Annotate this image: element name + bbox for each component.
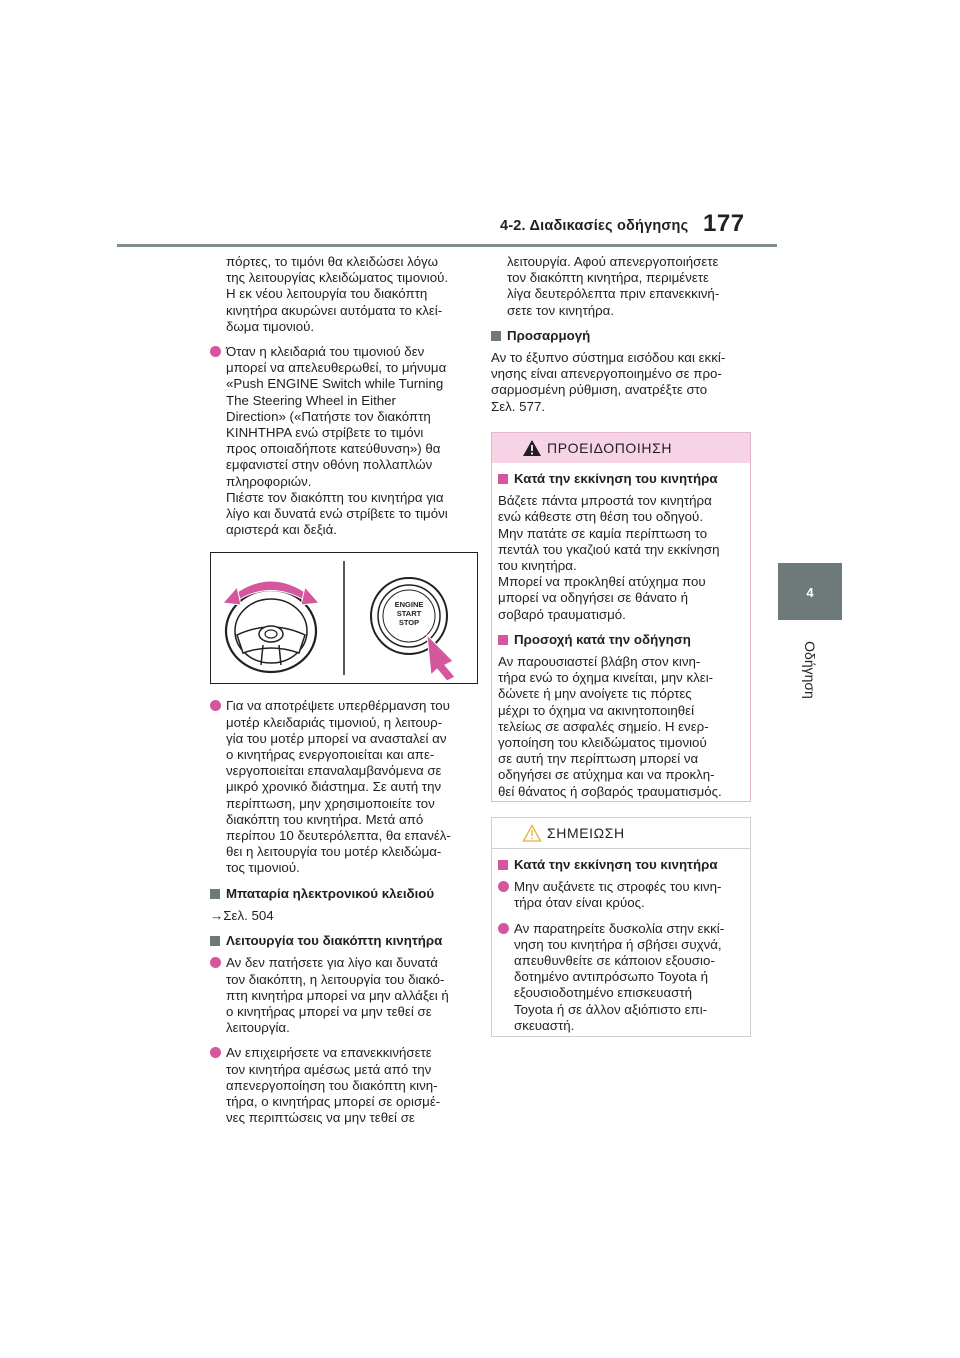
subheading [210, 933, 478, 949]
square-marker-icon [498, 860, 508, 870]
subheading-text: Προσαρμογή [507, 327, 591, 343]
warning-paragraph: Βάζετε πάντα μπροστά τον κινητήρα ενώ κάθεστε στη θέση του οδηγού. Μην πατάτε σε καμία περίπτωση το πεντάλ του γκαζιού κατά την εκκίνηση του κινητήρα. Μπορεί να προκληθεί ατύχημα που μπορεί να οδηγήσει σε θάνατο ή σοβαρό τραυματισμό. [498, 493, 720, 622]
bullet-item [498, 921, 744, 1034]
square-marker-icon [498, 474, 508, 484]
chapter-label [793, 630, 827, 710]
square-marker-icon [498, 635, 508, 645]
bullet-text: Αν παρατηρείτε δυσκολία στην εκκί- νηση του κινητήρα ή σβήσει συχνά, απευθυνθείτε σε κάποιον εξουσιο- δοτημένο αντιπρόσωπο Toyota ή εξουσιοδοτημένο επισκευαστή Toyota ή σε άλλον αξιόπιστο επι- σκευαστή. [514, 920, 725, 1033]
square-marker-icon [491, 331, 501, 341]
bullet-dot-icon [210, 346, 221, 357]
chapter-number: 4 [806, 585, 814, 600]
note-title: ΣΗΜΕΙΩΣΗ [547, 825, 625, 841]
chapter-label-text: Οδήγηση [802, 641, 818, 699]
square-marker-icon [210, 889, 220, 899]
bullet-item [210, 955, 478, 1036]
section-title: 4-2. Διαδικασίες οδήγησης [500, 218, 689, 234]
note-body [492, 849, 750, 1034]
subheading [498, 857, 744, 873]
bullet-item [210, 1045, 478, 1126]
bullet-dot-icon [210, 1047, 221, 1058]
bullet-item [210, 344, 478, 538]
steering-wheel-illustration [211, 553, 477, 683]
bullet-dot-icon [498, 881, 509, 892]
bullet-item [498, 879, 744, 911]
button-label-line: ENGINE [394, 600, 424, 610]
bullet-dot-icon [498, 923, 509, 934]
bullet-text: Όταν η κλειδαριά του τιμονιού δεν μπορεί να απελευθερωθεί, το μήνυμα «Push ENGINE Switch while Turning The Steering Wheel in Either Direction» («Πατήστε τον διακόπτη ΚΙΝΗΤΗΡΑ ενώ στρίβετε το τιμόνι προς οποιαδήποτε κατεύθυνση») θα εμφανιστεί στην οθόνη πολλαπλών πληροφοριών. Πιέστε τον διακόπτη του κινητήρα για λίγο και δυνατά ενώ στρίβετε το τιμόνι αριστερά και δεξιά. [226, 344, 448, 538]
press-arrow-icon [427, 635, 455, 681]
subheading-text: Προσοχή κατά την οδήγηση [514, 631, 691, 647]
button-label-line: START [396, 609, 422, 619]
bullet-item [210, 698, 478, 876]
subheading-text: Λειτουργία του διακόπτη κινητήρα [226, 933, 443, 949]
bullet-text: Αν επιχειρήσετε να επανεκκινήσετε τον κινητήρα αμέσως μετά από την απενεργοποίηση του διακόπτη κινη- τήρα, ο κινητήρας μπορεί σε ορισμέ- νες περιπτώσεις να μην τεθεί σε [226, 1045, 441, 1126]
warning-box [491, 432, 751, 802]
bullet-text: Αν δεν πατήσετε για λίγο και δυνατά τον διακόπτη, η λειτουργία του διακό- πτη κινητήρα μπορεί να μην αλλάξει ή ο κινητήρας μπορεί να μην τεθεί σε λειτουργία. [226, 955, 449, 1036]
button-label-line: STOP [398, 618, 420, 628]
subheading [498, 632, 744, 648]
intro-paragraph: πόρτες, το τιμόνι θα κλειδώσει λόγω της λειτουργίας κλειδώματος τιμονιού. Η εκ νέου λειτουργία του διακόπτη κινητήρα ακυρώνει αυτόματα το κλεί- δωμα τιμονιού. [226, 254, 449, 334]
note-box [491, 817, 751, 1037]
subheading [498, 471, 744, 487]
warning-body [492, 463, 750, 800]
note-header [492, 818, 750, 849]
chapter-tab [778, 563, 842, 620]
steering-lock-figure [210, 552, 478, 684]
header-rule [117, 244, 777, 247]
right-column [491, 254, 753, 424]
page-reference: →Σελ. 504 [210, 907, 274, 923]
bullet-text: Μην αυξάνετε τις στροφές του κινη- τήρα όταν είναι κρύος. [514, 879, 722, 911]
subheading-text: Κατά την εκκίνηση του κινητήρα [514, 471, 718, 486]
subheading-text: Κατά την εκκίνηση του κινητήρα [514, 857, 718, 872]
caution-triangle-icon [522, 824, 542, 842]
left-column [210, 254, 478, 1135]
warning-paragraph: Αν παρουσιαστεί βλάβη στον κινη- τήρα ενώ το όχημα κινείται, μην κλει- δώνετε ή μην ανοίγετε τις πόρτες μέχρι το όχημα να ακινητοποιηθεί τελείως σε ασφαλές σημείο. Η ενερ- γοποίηση του κλειδώματος τιμονιού σε αυτή την περίπτωση μπορεί να οδηγήσει σε ατύχημα και να προκλη- θεί θάνατος ή σοβαρός τραυματισμός. [498, 654, 722, 799]
warning-header [492, 433, 750, 463]
square-marker-icon [210, 936, 220, 946]
bullet-dot-icon [210, 957, 221, 968]
bullet-text: Για να αποτρέψετε υπερθέρμανση του μοτέρ κλειδαριάς τιμονιού, η λειτουρ- γία του μοτέρ μπορεί να ανασταλεί αν ο κινητήρας ενεργοποιείται και απε- νεργοποιείται επαναλαμβανόμενα σε μικρό χρονικό διάστημα. Σε αυτή την περίπτωση, μην χρησιμοποιείτε τον διακόπτη του κινητήρα. Μετά από περίπου 10 δευτερόλεπτα, θα επανέλ- θει η λειτουργία του μοτέρ κλειδώμα- τος τιμονιού. [226, 698, 451, 876]
subheading-text: Μπαταρία ηλεκτρονικού κλειδιού [226, 885, 435, 901]
subheading [491, 328, 753, 344]
continuation-paragraph: λειτουργία. Αφού απενεργοποιήσετε τον διακόπτη κινητήρα, περιμένετε λίγα δευτερόλεπτα πριν επανεκκινή- σετε τον κινητήρα. [507, 254, 720, 318]
bullet-dot-icon [210, 700, 221, 711]
customization-paragraph: Αν το έξυπνο σύστημα εισόδου και εκκί- νησης είναι απενεργοποιημένο σε προ- σαρμοσμένη ρύθμιση, ανατρέξτε στο Σελ. 577. [491, 350, 726, 414]
warning-title: ΠΡΟΕΙΔΟΠΟΙΗΣΗ [547, 440, 673, 456]
subheading [210, 886, 478, 902]
warning-triangle-icon [522, 439, 542, 457]
page-number: 177 [703, 210, 745, 237]
